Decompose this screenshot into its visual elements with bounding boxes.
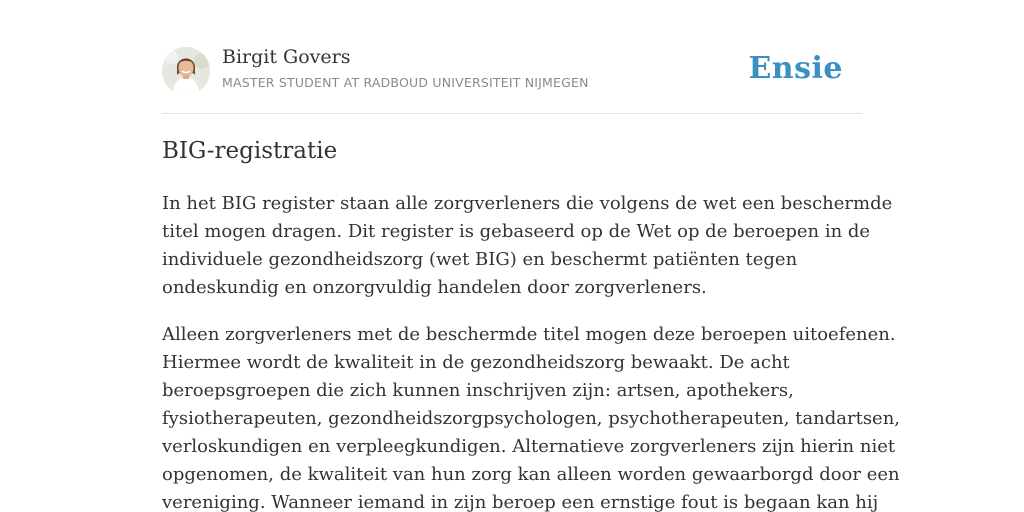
paragraph-line: verloskundigen en verpleegkundigen. Alternatieve zorgverleners zijn hierin niet: [162, 436, 896, 457]
paragraph-line: Hiermee wordt de kwaliteit in de gezondheidszorg bewaakt. De acht: [162, 352, 790, 373]
article-body: [162, 190, 901, 512]
author-header: [162, 46, 862, 96]
page-title: BIG-registratie: [162, 138, 338, 164]
author-role: MASTER STUDENT AT RADBOUD UNIVERSITEIT NIJMEGEN: [222, 75, 589, 90]
header-divider: [162, 113, 862, 114]
avatar-photo-icon: [162, 47, 210, 95]
paragraph-line: beroepsgroepen die zich kunnen inschrijven zijn: artsen, apothekers,: [162, 380, 794, 401]
avatar[interactable]: [162, 47, 210, 95]
paragraph-line: opgenomen, de kwaliteit van hun zorg kan alleen worden gewaarborgd door een: [162, 464, 900, 485]
paragraph-line: fysiotherapeuten, gezondheidszorgpsychologen, psychotherapeuten, tandartsen,: [162, 408, 901, 429]
author-name[interactable]: Birgit Govers: [222, 46, 351, 68]
paragraph-line: vereniging. Wanneer iemand in zijn beroep een ernstige fout is begaan kan hij: [162, 492, 879, 512]
paragraph-line: ondeskundig en onzorgvuldig handelen door zorgverleners.: [162, 277, 707, 298]
paragraph-line: titel mogen dragen. Dit register is gebaseerd op de Wet op de beroepen in de: [162, 221, 871, 242]
paragraph-line: Alleen zorgverleners met de beschermde titel mogen deze beroepen uitoefenen.: [162, 324, 896, 345]
ensie-logo[interactable]: Ensie: [748, 51, 843, 86]
paragraph-line: individuele gezondheidszorg (wet BIG) en beschermt patiënten tegen: [162, 249, 798, 270]
paragraph-1: [162, 190, 893, 302]
paragraph-line: In het BIG register staan alle zorgverleners die volgens de wet een beschermde: [162, 193, 893, 214]
paragraph-2: [162, 321, 901, 512]
